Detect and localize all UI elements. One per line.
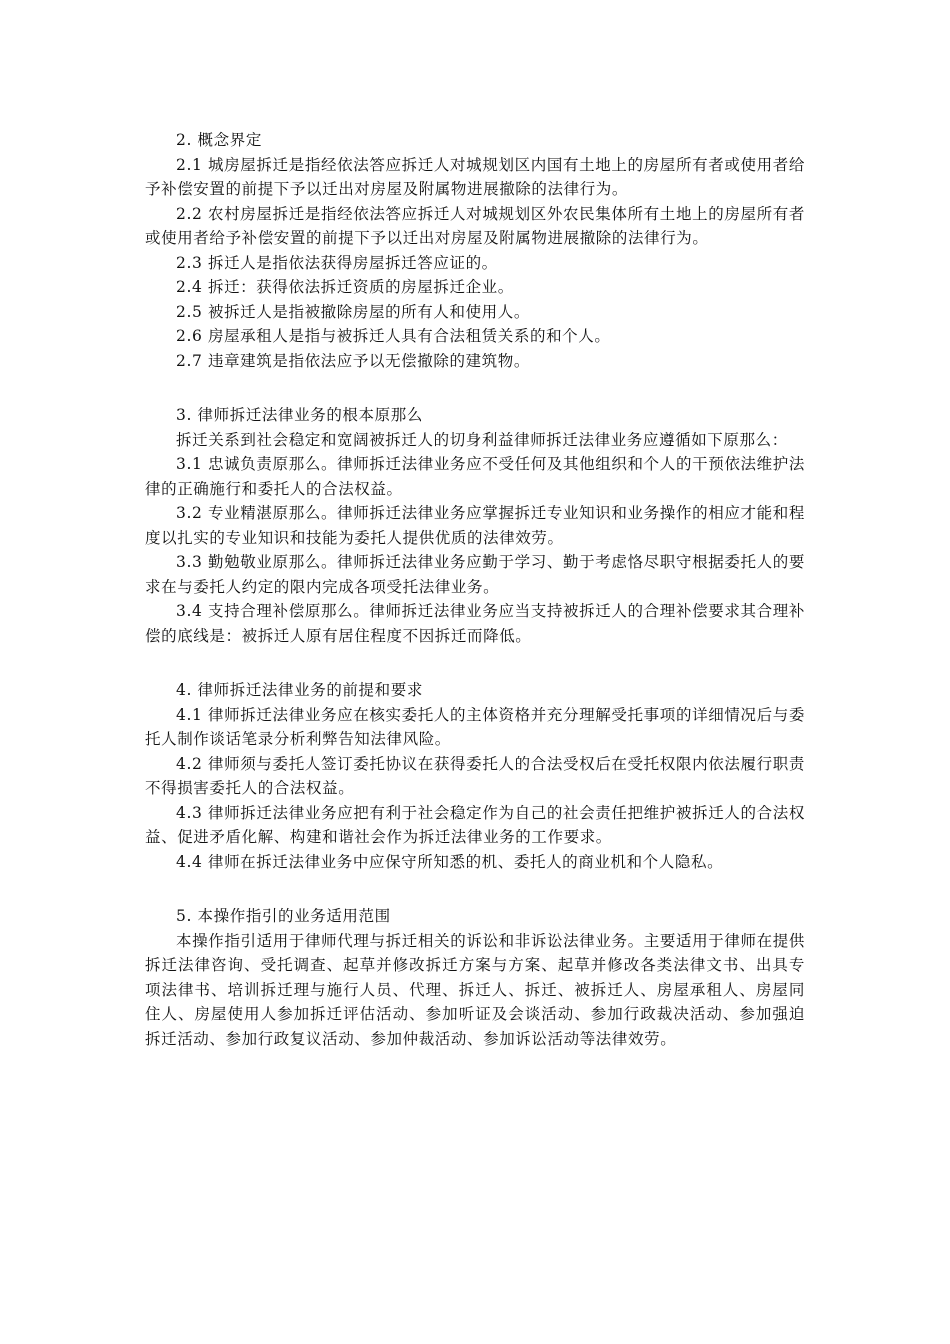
paragraph: 4.3 律师拆迁法律业务应把有利于社会稳定作为自己的社会责任把维护被拆迁人的合法权益、促进矛盾化解、构建和谐社会作为拆迁法律业务的工作要求。 — [145, 803, 805, 846]
paragraph: 本操作指引适用于律师代理与拆迁相关的诉讼和非诉讼法律业务。主要适用于律师在提供拆迁法律咨询、受托调查、起草并修改拆迁方案与方案、起草并修改各类法律文书、出具专项法律书、培训拆迁理与施行人员、代理、拆迁人、拆迁、被拆迁人、房屋承租人、房屋同住人、房屋使用人参加拆迁评估活动、参加听证及会谈活动、参加行政裁决活动、参加强迫拆迁活动、参加行政复议活动、参加仲裁活动、参加诉讼活动等法律效劳。 — [145, 931, 805, 1048]
paragraph: 2.2 农村房屋拆迁是指经依法答应拆迁人对城规划区外农民集体所有土地上的房屋所有者或使用者给予补偿安置的前提下予以迁出对房屋及附属物进展撤除的法律行为。 — [145, 204, 805, 247]
section-3 — [145, 403, 805, 648]
section-5 — [145, 904, 805, 1051]
paragraph: 2.6 房屋承租人是指与被拆迁人具有合法租赁关系的和个人。 — [176, 327, 611, 345]
section-heading: 4. 律师拆迁法律业务的前提和要求 — [176, 681, 423, 699]
document-page — [145, 128, 805, 1081]
paragraph: 2.1 城房屋拆迁是指经依法答应拆迁人对城规划区内国有土地上的房屋所有者或使用者给予补偿安置的前提下予以迁出对房屋及附属物进展撤除的法律行为。 — [145, 155, 805, 198]
paragraph: 2.7 违章建筑是指依法应予以无偿撤除的建筑物。 — [176, 351, 530, 370]
paragraph: 拆迁关系到社会稳定和宽阔被拆迁人的切身利益律师拆迁法律业务应遵循如下原那么： — [176, 430, 788, 449]
paragraph: 2.3 拆迁人是指依法获得房屋拆迁答应证的。 — [176, 253, 498, 272]
paragraph: 4.1 律师拆迁法律业务应在核实委托人的主体资格并充分理解受托事项的详细情况后与委托人制作谈话笔录分析利弊告知法律风险。 — [145, 705, 805, 748]
paragraph: 4.4 律师在拆迁法律业务中应保守所知悉的机、委托人的商业机和个人隐私。 — [176, 852, 724, 871]
paragraph: 4.2 律师须与委托人签订委托协议在获得委托人的合法受权后在受托权限内依法履行职责不得损害委托人的合法权益。 — [145, 754, 805, 797]
section-2 — [145, 128, 805, 373]
paragraph: 2.4 拆迁：获得依法拆迁资质的房屋拆迁企业。 — [176, 278, 514, 296]
section-heading: 3. 律师拆迁法律业务的根本原那么 — [176, 406, 423, 424]
section-4 — [145, 678, 805, 874]
section-heading: 5. 本操作指引的业务适用范围 — [176, 907, 391, 925]
paragraph: 3.3 勤勉敬业原那么。律师拆迁法律业务应勤于学习、勤于考虑恪尽职守根据委托人的要求在与委托人约定的限内完成各项受托法律业务。 — [145, 553, 805, 596]
section-heading: 2. 概念界定 — [176, 131, 262, 149]
paragraph: 3.4 支持合理补偿原那么。律师拆迁法律业务应当支持被拆迁人的合理补偿要求其合理补偿的底线是：被拆迁人原有居住程度不因拆迁而降低。 — [145, 602, 805, 645]
paragraph: 2.5 被拆迁人是指被撤除房屋的所有人和使用人。 — [176, 302, 530, 321]
paragraph: 3.2 专业精湛原那么。律师拆迁法律业务应掌握拆迁专业知识和业务操作的相应才能和程度以扎实的专业知识和技能为委托人提供优质的法律效劳。 — [145, 504, 805, 547]
paragraph: 3.1 忠诚负责原那么。律师拆迁法律业务应不受任何及其他组织和个人的干预依法维护法律的正确施行和委托人的合法权益。 — [145, 455, 805, 498]
